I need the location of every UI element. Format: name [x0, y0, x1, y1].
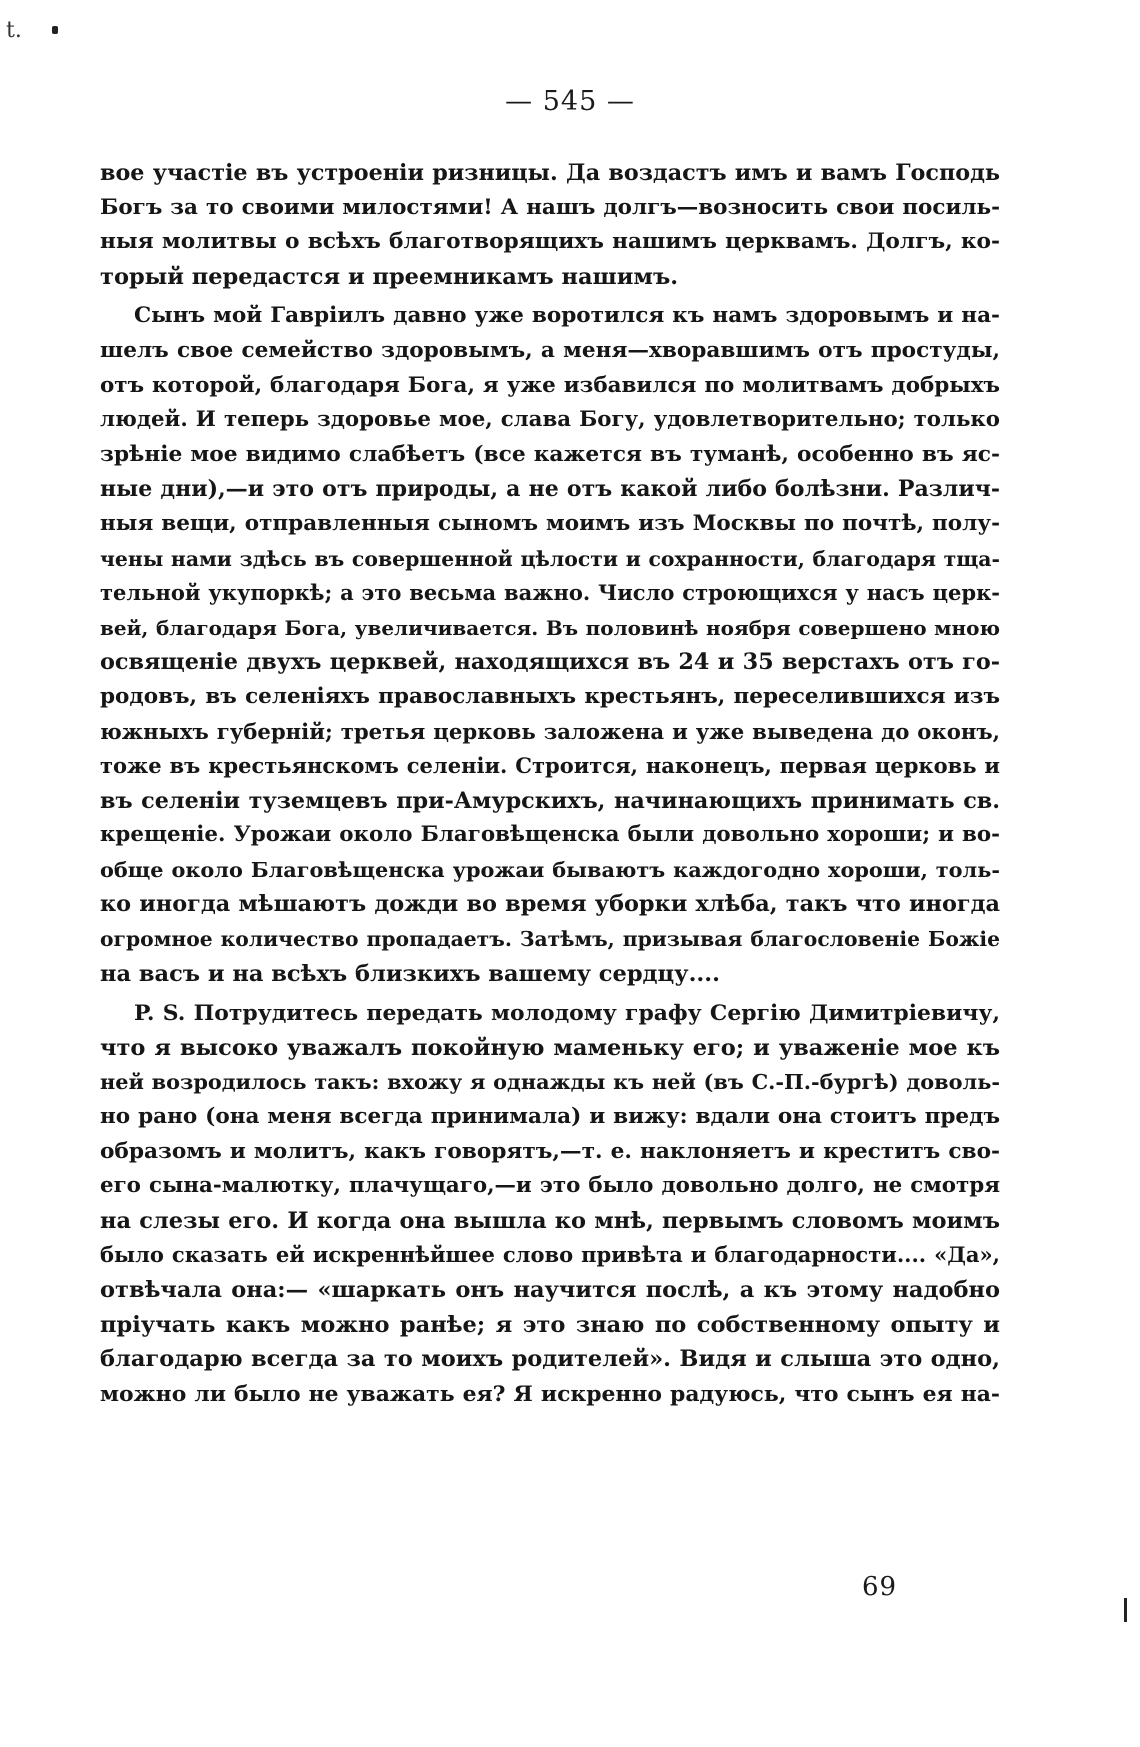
text-line: благодарю всегда за то моихъ родителей». Видя и слыша это одно, [100, 1346, 1000, 1373]
corner-ink-dot [52, 26, 58, 34]
text-line: ные дни),—и это отъ природы, а не отъ какой либо болѣзни. Различ- [100, 476, 1000, 503]
text-line: отвѣчала она:— «шаркать онъ научится послѣ, а къ этому надобно [100, 1277, 1000, 1303]
text-line: на васъ и на всѣхъ близкихъ вашему сердцу.... [100, 960, 720, 987]
text-line: родовъ, въ селеніяхъ православныхъ крестьянъ, переселившихся изъ [100, 683, 1000, 709]
paragraph-postscript [100, 996, 1000, 1411]
text-line: ней возродилось такъ: вхожу я однажды къ ней (въ С.-П.-бургѣ) доволь- [100, 1069, 1000, 1095]
text-line: пріучать какъ можно ранѣе; я это знаю по собственному опыту и [100, 1311, 1000, 1338]
text-line: Сынъ мой Гавріилъ давно уже воротился къ намъ здоровымъ и на- [134, 303, 1000, 329]
text-line: P. S. Потрудитесь передать молодому графу Сергію Димитріевичу, [134, 1000, 1000, 1027]
paragraph [100, 156, 1000, 294]
text-line: ко иногда мѣшаютъ дожди во время уборки хлѣба, такъ что иногда [100, 891, 1000, 918]
text-line: но рано (она меня всегда принимала) и вижу: вдали она стоитъ предъ [100, 1104, 1000, 1130]
text-line: обще около Благовѣщенска урожаи бываютъ каждогодно хороши, толь- [100, 856, 1000, 882]
text-line: что я высоко уважалъ покойную маменьку его; и уваженіе мое къ [100, 1034, 1000, 1061]
paragraph [100, 299, 1000, 991]
text-line: можно ли было не уважать ея? Я искренно радуюсь, что сынъ ея на- [100, 1380, 1000, 1407]
text-line: его сына-малютку, плачущаго,—и это было довольно долго, не смотря [100, 1173, 1000, 1199]
text-line: вое участіе въ устроеніи ризницы. Да воздастъ имъ и вамъ Господь [100, 160, 1000, 186]
text-line: въ селеніи туземцевъ при-Амурскихъ, начинающихъ принимать св. [100, 787, 1000, 814]
text-line: южныхъ губерній; третья церковь заложена и уже выведена до оконъ, [100, 718, 1000, 744]
text-line: образомъ и молитъ, какъ говорятъ,—т. е. наклоняетъ и креститъ сво- [100, 1138, 1000, 1164]
text-line: крещеніе. Урожаи около Благовѣщенска были довольно хороши; и во- [100, 822, 1000, 848]
corner-mark: t. [6, 18, 22, 43]
text-line: было сказать ей искреннѣйшее слово привѣта и благодарности.... «Да», [100, 1242, 1000, 1268]
text-line: освященіе двухъ церквей, находящихся въ 24 и 35 верстахъ отъ го- [100, 649, 1000, 676]
text-line: на слезы его. И когда она вышла ко мнѣ, первымъ словомъ моимъ [100, 1207, 1000, 1234]
text-line: людей. И теперь здоровье мое, слава Богу, удовлетворительно; только [100, 407, 1000, 433]
text-line: зрѣніе мое видимо слабѣетъ (все кажется въ туманѣ, особенно въ яс- [100, 441, 1000, 467]
text-line: торый передастся и преемникамъ нашимъ. [100, 263, 679, 290]
text-line: Богъ за то своими милостями! А нашъ долгъ—возносить свои посиль- [100, 194, 1000, 220]
text-line: отъ которой, благодаря Бога, я уже избавился по молитвамъ добрыхъ [100, 372, 1000, 398]
body-text [100, 156, 1000, 1411]
text-line: тоже въ крестьянскомъ селеніи. Строится, наконецъ, первая церковь и [100, 753, 1000, 779]
text-line: огромное количество пропадаетъ. Затѣмъ, призывая благословеніе Божіе [100, 927, 1000, 952]
text-line: чены нами здѣсь въ совершенной цѣлости и сохранности, благодаря тща- [100, 546, 1000, 571]
page-number: — 545 — [505, 86, 635, 117]
signature-mark: 69 [862, 1572, 898, 1602]
text-line: тельной укупоркѣ; а это весьма важно. Число строющихся у насъ церк- [100, 580, 1000, 606]
text-line: вей, благодаря Бога, увеличивается. Въ половинѣ ноября совершено мною [100, 615, 1000, 640]
text-line: шелъ свое семейство здоровымъ, а меня—хворавшимъ отъ простуды, [100, 337, 1000, 363]
margin-tick [1124, 1598, 1127, 1622]
text-line: ныя молитвы о всѣхъ благотворящихъ нашимъ церквамъ. Долгъ, ко- [100, 229, 1000, 255]
text-line: ныя вещи, отправленныя сыномъ моимъ изъ Москвы по почтѣ, полу- [100, 510, 1000, 536]
